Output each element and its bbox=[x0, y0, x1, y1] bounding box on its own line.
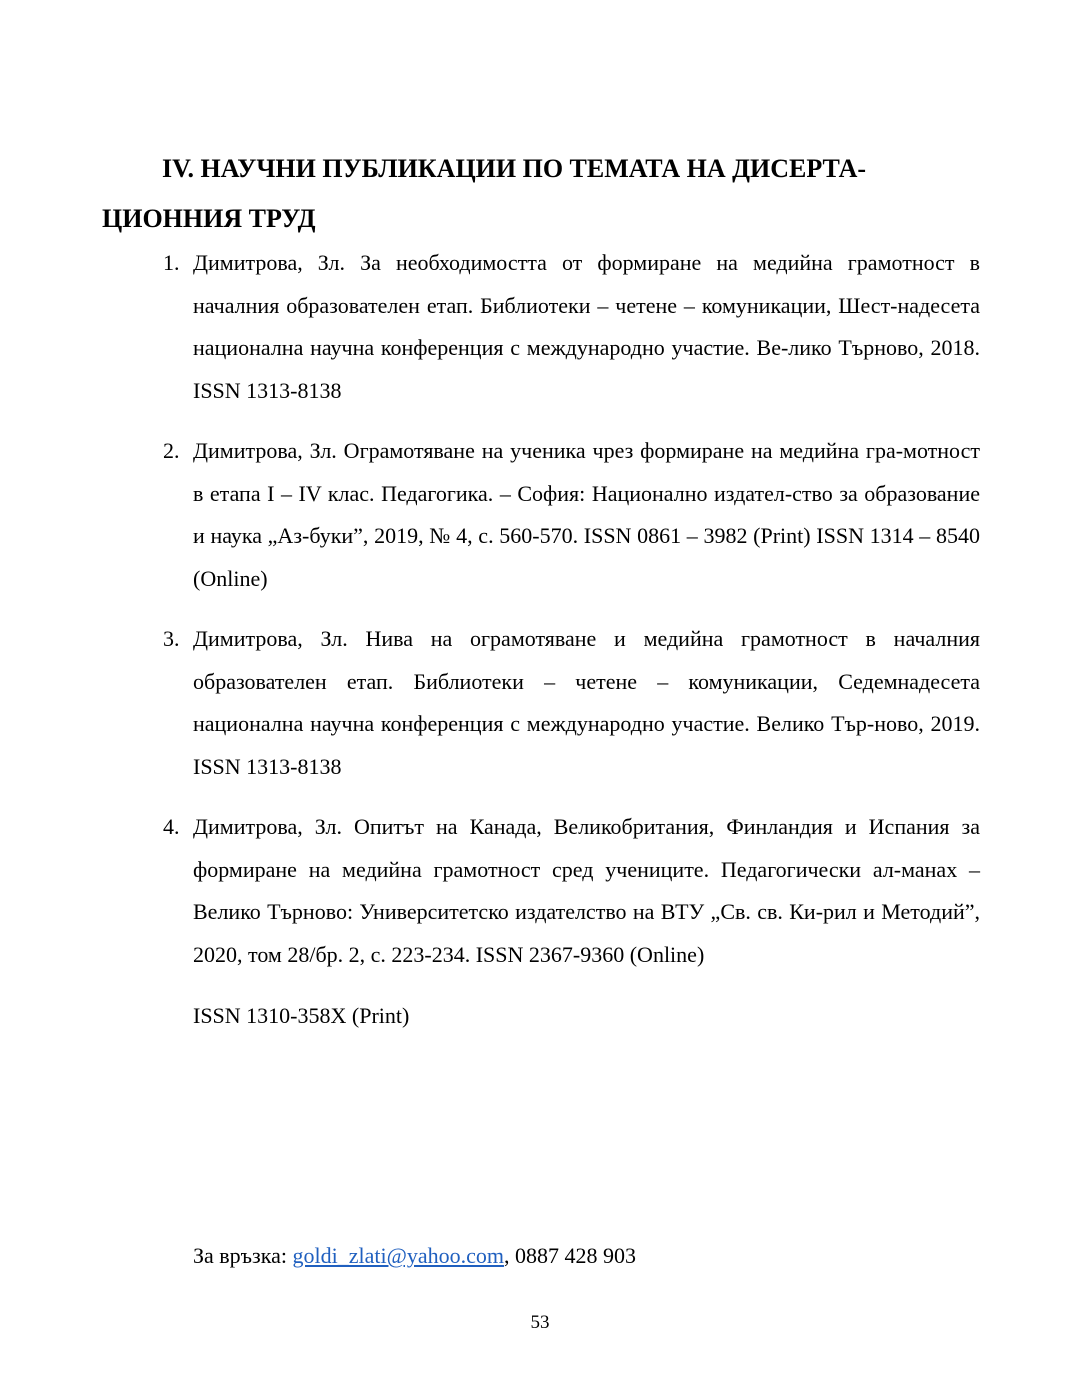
contact-email-link[interactable]: goldi_zlati@yahoo.com bbox=[292, 1243, 504, 1268]
publication-item bbox=[163, 242, 980, 412]
publication-item bbox=[163, 618, 980, 788]
publication-number: 2. bbox=[163, 438, 180, 463]
publication-text: Димитрова, Зл. Ограмотяване на ученика чрез формиране на медийна гра-мотност в етапа I – IV клас. Педагогика. – София: Национално издател-ство за образование и наука „Аз-буки”, 2019, № 4, с. 560-570. ISSN 0861 – 3982 (Print) ISSN 1314 – 8540 (Online) bbox=[193, 438, 980, 591]
section-heading-line-2: ЦИОННИЯ ТРУД bbox=[102, 204, 316, 233]
publication-text: Димитрова, Зл. За необходимостта от формиране на медийна грамотност в началния образователен етап. Библиотеки – четене – комуникации, Шест-надесета национална научна конференция с международно участие. Ве-лико Търново, 2018. ISSN 1313-8138 bbox=[193, 250, 980, 403]
publication-number: 3. bbox=[163, 626, 180, 651]
publication-text: Димитрова, Зл. Опитът на Канада, Великобритания, Финландия и Испания за формиране на медийна грамотност сред учениците. Педагогически ал-манах – Велико Търново: Университетско издателство на ВТУ „Св. св. Ки-рил и Методий”, 2020, том 28/бр. 2, с. 223-234. ISSN 2367-9360 (Online) bbox=[193, 814, 980, 967]
contact-phone: , 0887 428 903 bbox=[503, 1243, 636, 1268]
publication-issn-print: ISSN 1310-358X (Print) bbox=[193, 1003, 410, 1028]
contact-line bbox=[193, 1236, 636, 1276]
section-heading-line-1: IV. НАУЧНИ ПУБЛИКАЦИИ ПО ТЕМАТА НА ДИСЕРТА- bbox=[162, 154, 867, 183]
contact-label: За връзка: bbox=[193, 1243, 293, 1268]
publication-number: 1. bbox=[163, 250, 180, 275]
publication-item bbox=[163, 806, 980, 976]
section-heading bbox=[102, 144, 980, 244]
page-number: 53 bbox=[530, 1312, 550, 1333]
publication-number: 4. bbox=[163, 814, 180, 839]
publication-item bbox=[163, 430, 980, 600]
publication-text: Димитрова, Зл. Нива на ограмотяване и медийна грамотност в началния образователен етап. Библиотеки – четене – комуникации, Седемнадесета национална научна конференция с международно участие. Велико Тър-ново, 2019. ISSN 1313-8138 bbox=[193, 626, 980, 779]
